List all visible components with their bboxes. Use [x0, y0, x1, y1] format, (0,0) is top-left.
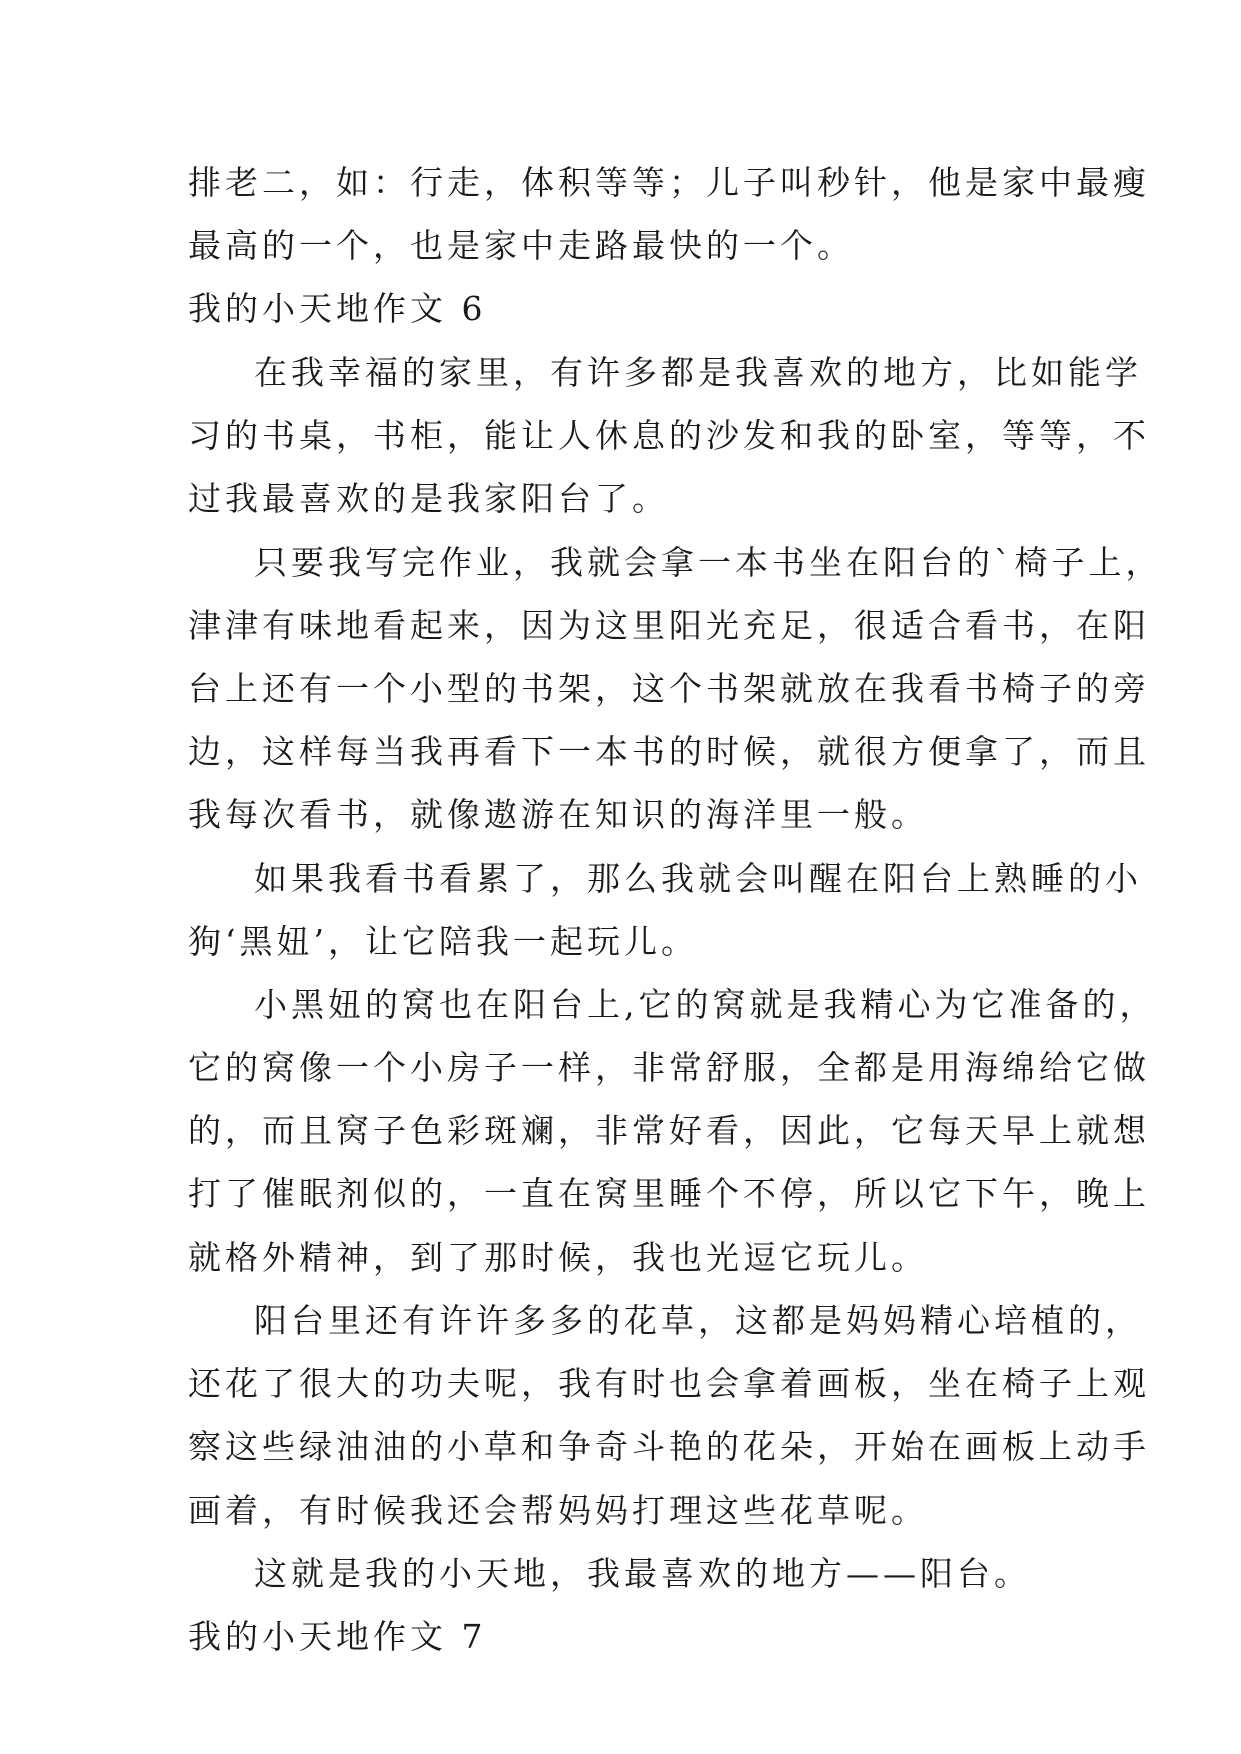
paragraph-line: 打了催眠剂似的，一直在窝里睡个不停，所以它下午，晚上: [188, 1174, 1150, 1213]
paragraph-line: 最高的一个，也是家中走路最快的一个。: [188, 226, 854, 265]
paragraph-line: 的，而且窝子色彩斑斓，非常好看，因此，它每天早上就想: [188, 1111, 1150, 1150]
section-heading: 我的小天地作文 7: [188, 1617, 487, 1656]
paragraph-line: 习的书桌，书柜，能让人休息的沙发和我的卧室，等等，不: [188, 416, 1150, 455]
paragraph-line: 它的窝像一个小房子一样，非常舒服，全都是用海绵给它做: [188, 1048, 1150, 1087]
paragraph-line: 只要我写完作业，我就会拿一本书坐在阳台的`椅子上，: [254, 543, 1163, 582]
paragraph-line: 狗‘黑妞’，让它陪我一起玩儿。: [188, 922, 698, 961]
paragraph-line: 还花了很大的功夫呢，我有时也会拿着画板，坐在椅子上观: [188, 1364, 1150, 1403]
paragraph-line: 这就是我的小天地，我最喜欢的地方——阳台。: [254, 1554, 1031, 1593]
paragraph-line: 台上还有一个小型的书架，这个书架就放在我看书椅子的旁: [188, 669, 1150, 708]
section-heading: 我的小天地作文 6: [188, 289, 487, 328]
paragraph-line: 边，这样每当我再看下一本书的时候，就很方便拿了，而且: [188, 732, 1150, 771]
paragraph-line: 小黑妞的窝也在阳台上,它的窝就是我精心为它准备的，: [254, 985, 1157, 1024]
paragraph-line: 过我最喜欢的是我家阳台了。: [188, 479, 669, 518]
paragraph-line: 津津有味地看起来，因为这里阳光充足，很适合看书，在阳: [188, 606, 1150, 645]
paragraph-line: 画着，有时候我还会帮妈妈打理这些花草呢。: [188, 1491, 928, 1530]
paragraph-line: 我每次看书，就像遨游在知识的海洋里一般。: [188, 795, 928, 834]
paragraph-line: 察这些绿油油的小草和争奇斗艳的花朵，开始在画板上动手: [188, 1427, 1150, 1466]
paragraph-line: 排老二，如：行走，体积等等；儿子叫秒针，他是家中最瘦: [188, 163, 1150, 202]
paragraph-line: 就格外精神，到了那时候，我也光逗它玩儿。: [188, 1238, 928, 1277]
paragraph-line: 在我幸福的家里，有许多都是我喜欢的地方，比如能学: [254, 353, 1142, 392]
paragraph-line: 阳台里还有许许多多的花草，这都是妈妈精心培植的，: [254, 1301, 1142, 1340]
paragraph-line: 如果我看书看累了，那么我就会叫醒在阳台上熟睡的小: [254, 859, 1142, 898]
